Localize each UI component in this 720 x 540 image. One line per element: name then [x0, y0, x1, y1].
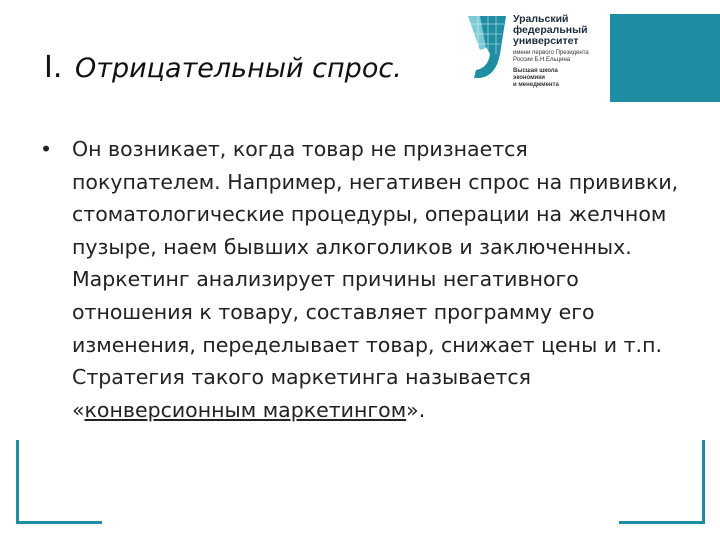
- frame-corner-left-horizontal: [16, 521, 102, 524]
- urfu-logo-icon: [466, 14, 508, 80]
- bullet-list: [40, 133, 680, 426]
- logo-school-line-2: экономики: [513, 75, 545, 81]
- slide-title: [44, 50, 402, 85]
- conversion-marketing-link[interactable]: конверсионным маркетингом: [84, 397, 407, 422]
- frame-corner-left-vertical: [16, 440, 19, 524]
- header-accent-block: [610, 14, 720, 102]
- logo-school-line-3: и менеджмента: [513, 82, 559, 88]
- bullet-marker: •: [40, 137, 53, 161]
- logo-name-line-1: Уральский: [513, 13, 569, 25]
- university-logo-text: [513, 14, 613, 89]
- frame-corner-right-horizontal: [619, 521, 705, 524]
- logo-sub-line-2: России Б.Н.Ельцина: [513, 57, 571, 63]
- logo-sub-line-1: имени первого Президента: [513, 50, 589, 56]
- logo-name-line-3: университет: [513, 35, 579, 47]
- quote-open: «: [72, 397, 85, 422]
- frame-corner-right-vertical: [702, 440, 705, 524]
- title-text: Отрицательный спрос.: [74, 53, 402, 84]
- quote-close: ».: [406, 397, 426, 422]
- bullet-item: [40, 133, 680, 426]
- logo-school-line-1: Высшая школа: [513, 68, 558, 74]
- title-numeral: I.: [44, 50, 63, 85]
- bullet-text: Он возникает, когда товар не признается покупателем. Например, негативен спрос на прививки, стоматологические процедуры, операции на желчном пузыре, наем бывших алкоголиков и заключенных. Маркетинг анализирует причины негативного отношения к товару, составляет программу его изменения, переделывает товар, снижает цены и т.п. Стратегия такого маркетинга называется: [72, 137, 679, 390]
- logo-name-line-2: федеральный: [513, 24, 588, 36]
